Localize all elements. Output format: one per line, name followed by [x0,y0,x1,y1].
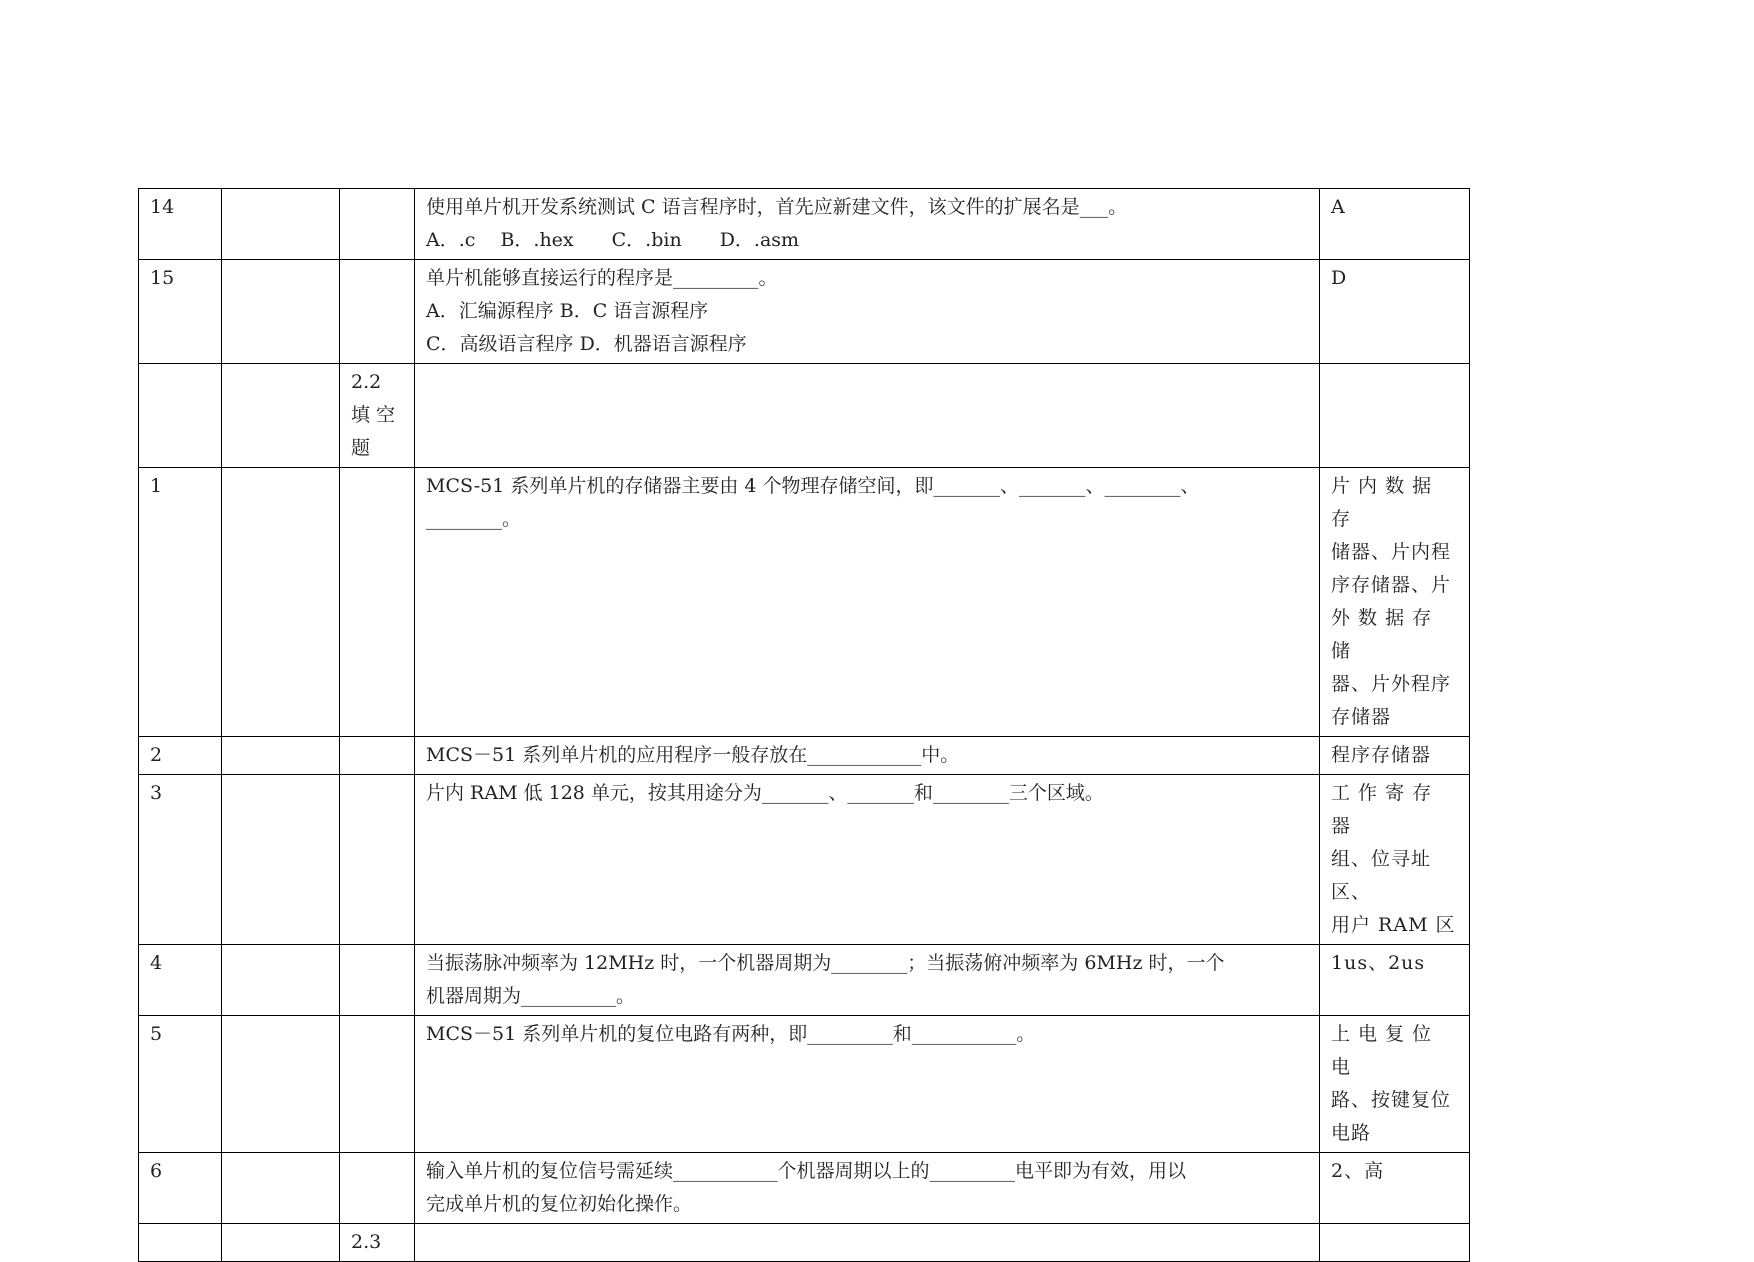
question-number: 1 [139,468,222,737]
section-cell [340,1224,415,1262]
blank-cell [222,364,340,468]
question-text-line: A．汇编源程序 B．C 语言源程序 [426,300,709,322]
question-table-body [139,189,1470,1262]
answer-cell [1320,468,1470,737]
answer-cell [1320,1016,1470,1153]
question-text [415,1153,1320,1224]
question-text-line: A．.c B．.hex C．.bin D．.asm [426,229,800,251]
question-number: 6 [139,1153,222,1224]
question-text-line: 机器周期为__________。 [426,985,636,1007]
question-text-line: 单片机能够直接运行的程序是_________。 [426,267,778,289]
section-cell-line: 2.3 [351,1231,382,1253]
answer-cell-line: A [1331,196,1346,218]
question-text [415,1016,1320,1153]
answer-cell-line: 用户 RAM 区 [1331,914,1456,936]
answer-cell-line: 上 电 复 位 电 [1331,1023,1433,1078]
question-number: 4 [139,945,222,1016]
question-number: 15 [139,260,222,364]
question-number [139,364,222,468]
section-cell [340,468,415,737]
table-row [139,775,1470,945]
section-cell [340,260,415,364]
blank-cell [222,189,340,260]
answer-cell-line: 1us、2us [1331,952,1426,974]
answer-cell-line: 外 数 据 存 储 [1331,607,1433,662]
question-text-line: C．高级语言程序 D．机器语言源程序 [426,333,747,355]
question-text-line: 使用单片机开发系统测试 C 语言程序时，首先应新建文件，该文件的扩展名是___。 [426,196,1128,218]
question-text [415,364,1320,468]
section-cell-line: 题 [351,437,371,459]
table-row [139,1224,1470,1262]
question-text [415,468,1320,737]
blank-cell [222,737,340,775]
table-row [139,364,1470,468]
section-cell [340,737,415,775]
table-row [139,189,1470,260]
blank-cell [222,1224,340,1262]
section-cell [340,189,415,260]
section-cell-line: 2.2 [351,371,382,393]
question-number: 2 [139,737,222,775]
section-cell [340,775,415,945]
question-text-line: MCS－51 系列单片机的应用程序一般存放在____________中。 [426,744,960,766]
question-text [415,1224,1320,1262]
table-row [139,468,1470,737]
section-cell [340,364,415,468]
blank-cell [222,260,340,364]
answer-cell-line: 序存储器、片 [1331,574,1452,596]
answer-cell [1320,1153,1470,1224]
answer-cell-line: 储器、片内程 [1331,541,1452,563]
answer-cell [1320,260,1470,364]
question-number: 14 [139,189,222,260]
section-cell [340,1153,415,1224]
question-text-line: 当振荡脉冲频率为 12MHz 时，一个机器周期为________；当振荡俯冲频率为 6MHz 时，一个 [426,952,1225,974]
question-text [415,260,1320,364]
question-text [415,737,1320,775]
question-text-line: ________。 [426,508,522,530]
question-text-line: 输入单片机的复位信号需延续___________个机器周期以上的_________电平即为有效，用以 [426,1160,1187,1182]
question-number: 5 [139,1016,222,1153]
answer-cell [1320,1224,1470,1262]
answer-cell [1320,364,1470,468]
question-text [415,189,1320,260]
question-text-line: MCS－51 系列单片机的复位电路有两种，即_________和___________。 [426,1023,1036,1045]
blank-cell [222,775,340,945]
question-number [139,1224,222,1262]
question-number: 3 [139,775,222,945]
question-text [415,775,1320,945]
blank-cell [222,1153,340,1224]
blank-cell [222,468,340,737]
answer-cell-line: 电路 [1331,1122,1372,1144]
question-text [415,945,1320,1016]
answer-cell-line: 器、片外程序 [1331,673,1452,695]
question-text-line: 完成单片机的复位初始化操作。 [426,1193,693,1215]
table-row [139,737,1470,775]
answer-cell-line: 程序存储器 [1331,744,1432,766]
answer-cell-line: 组、位寻址区、 [1331,848,1432,903]
answer-cell-line: 2、高 [1331,1160,1385,1182]
answer-cell-line: 路、按键复位 [1331,1089,1452,1111]
answer-cell [1320,737,1470,775]
answer-cell-line: 片 内 数 据 存 [1331,475,1433,530]
blank-cell [222,945,340,1016]
table-row [139,1016,1470,1153]
table-row [139,260,1470,364]
section-cell [340,945,415,1016]
question-table [138,188,1470,1262]
answer-cell-line: 工 作 寄 存 器 [1331,782,1433,837]
section-cell [340,1016,415,1153]
answer-cell [1320,775,1470,945]
table-row [139,1153,1470,1224]
answer-cell-line: D [1331,267,1348,289]
table-row [139,945,1470,1016]
answer-cell [1320,189,1470,260]
question-text-line: MCS-51 系列单片机的存储器主要由 4 个物理存储空间，即_______、_______、________、 [426,475,1200,497]
question-text-line: 片内 RAM 低 128 单元，按其用途分为_______、_______和________三个区域。 [426,782,1104,804]
answer-cell [1320,945,1470,1016]
section-cell-line: 填 空 [351,404,396,426]
blank-cell [222,1016,340,1153]
answer-cell-line: 存储器 [1331,706,1392,728]
